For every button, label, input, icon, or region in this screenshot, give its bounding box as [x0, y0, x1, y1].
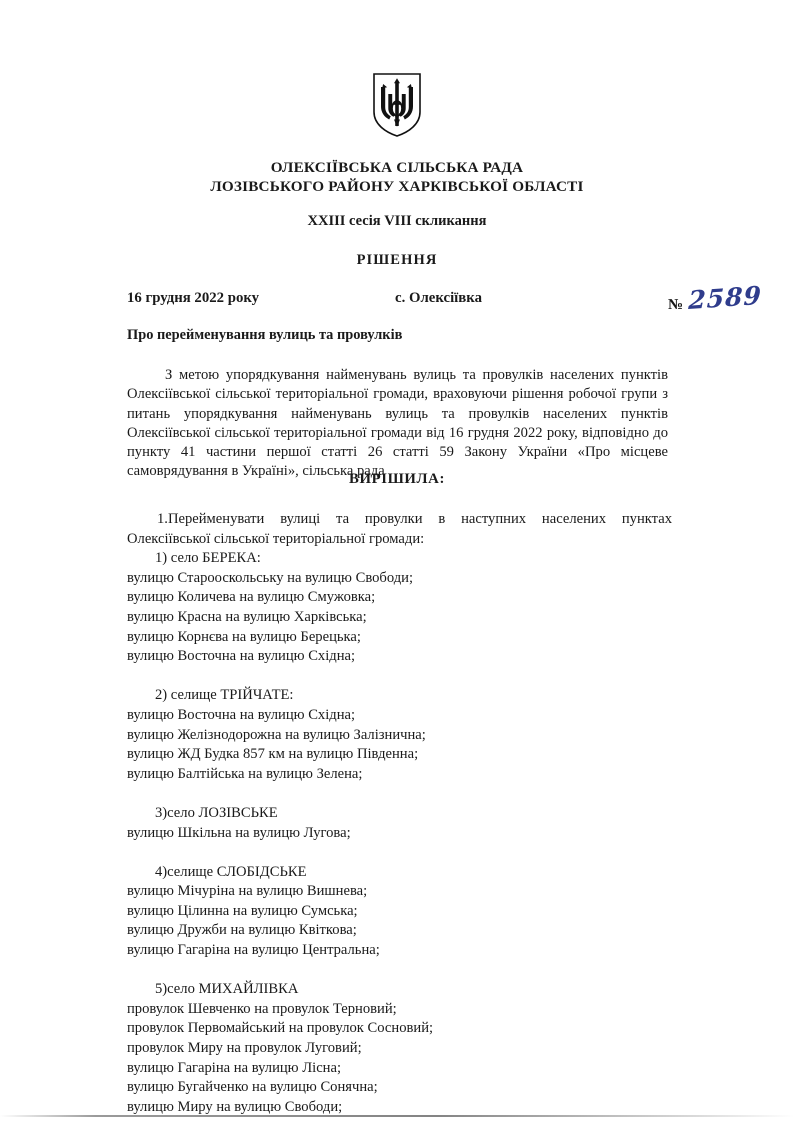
- settlement-list: [127, 549, 672, 1117]
- street-rename-line: провулок Шевченко на провулок Терновий;: [127, 1000, 397, 1017]
- document-meta-row: [127, 280, 763, 316]
- street-rename-line: вулицю ЖД Будка 857 км на вулицю Південна;: [127, 746, 419, 763]
- settlement-group: [127, 549, 672, 667]
- settlement-spacer: [127, 667, 672, 687]
- emblem-container: [0, 72, 794, 138]
- document-number: [668, 280, 763, 316]
- settlement-group: [127, 784, 672, 843]
- settlement-heading: 1) село БЕРЕКА:: [155, 550, 261, 567]
- settlement-spacer: [127, 843, 672, 863]
- settlement-group: [127, 667, 672, 785]
- header-line-2: ЛОЗІВСЬКОГО РАЙОНУ ХАРКІВСЬКОЇ ОБЛАСТІ: [210, 178, 584, 195]
- street-rename-line: вулицю Количева на вулицю Смужовка;: [127, 589, 376, 606]
- number-sign: №: [668, 297, 684, 313]
- document-date: 16 грудня 2022 року: [127, 290, 260, 306]
- settlement-heading: 2) селище ТРІЙЧАТЕ:: [155, 687, 294, 704]
- street-rename-line: вулицю Старооскольську на вулицю Свободи;: [127, 569, 414, 586]
- street-rename-line: вулицю Красна на вулицю Харківська;: [127, 608, 367, 625]
- scan-edge-artifact: [0, 1115, 794, 1117]
- resolution-body: [127, 510, 672, 1117]
- street-rename-line: вулицю Корнєва на вулицю Берецька;: [127, 628, 361, 645]
- street-rename-line: вулицю Гагаріна на вулицю Лісна;: [127, 1059, 342, 1076]
- street-rename-line: вулицю Шкільна на вулицю Лугова;: [127, 824, 351, 841]
- settlement-heading: 3)село ЛОЗІВСЬКЕ: [155, 804, 278, 821]
- organisation-header: [0, 158, 794, 196]
- settlement-group: [127, 961, 672, 1118]
- resolution-word: ВИРІШИЛА:: [349, 471, 445, 487]
- document-type: РІШЕННЯ: [356, 252, 438, 268]
- street-rename-line: вулицю Мічуріна на вулицю Вишнева;: [127, 883, 368, 900]
- settlement-group: [127, 843, 672, 961]
- street-rename-line: вулицю Восточна на вулицю Східна;: [127, 648, 356, 665]
- street-rename-line: вулицю Цілинна на вулицю Сумська;: [127, 902, 358, 919]
- street-rename-line: провулок Первомайський на провулок Сосновий;: [127, 1020, 434, 1037]
- header-line-1: ОЛЕКСІЇВСЬКА СІЛЬСЬКА РАДА: [270, 159, 524, 176]
- document-subject: Про перейменування вулиць та провулків: [127, 327, 403, 343]
- street-rename-line: вулицю Желізнодорожна на вулицю Залізнична;: [127, 726, 426, 743]
- preamble-paragraph: З метою упорядкування найменувань вулиць та провулків населених пунктів Олексіївської сільської територіальної громади, враховуючи рішення робочої групи з питань упорядкування найменувань вулиць та провулків населених пунктів Олексіївської сільської територіальної громади від 16 грудня 2022 року, відповідно до пункту 41 частини першої статті 26 статті 59 Закону України «Про місцеве самоврядування в Україні», сільська рада: [127, 367, 668, 480]
- ukraine-trident-emblem: [371, 72, 423, 138]
- handwritten-number-value: 2589: [688, 280, 763, 316]
- settlement-spacer: [127, 784, 672, 804]
- settlement-heading: 4)селище СЛОБІДСЬКЕ: [155, 863, 307, 880]
- session-line: XXIII сесія VIII скликання: [307, 213, 487, 229]
- document-place: с. Олексіївка: [395, 290, 482, 306]
- street-rename-line: вулицю Миру на вулицю Свободи;: [127, 1098, 343, 1115]
- settlement-spacer: [127, 961, 672, 981]
- point-1-intro: 1.Перейменувати вулиці та провулки в наступних населених пунктах Олексіївської сільської територіальної громади:: [127, 511, 672, 547]
- street-rename-line: вулицю Восточна на вулицю Східна;: [127, 706, 356, 723]
- street-rename-line: вулицю Бугайченко на вулицю Сонячна;: [127, 1079, 378, 1096]
- street-rename-line: вулицю Балтійська на вулицю Зелена;: [127, 765, 363, 782]
- street-rename-line: вулицю Дружби на вулицю Квіткова;: [127, 922, 357, 939]
- street-rename-line: провулок Миру на провулок Луговий;: [127, 1040, 362, 1057]
- street-rename-line: вулицю Гагаріна на вулицю Центральна;: [127, 942, 380, 959]
- settlement-heading: 5)село МИХАЙЛІВКА: [155, 981, 299, 998]
